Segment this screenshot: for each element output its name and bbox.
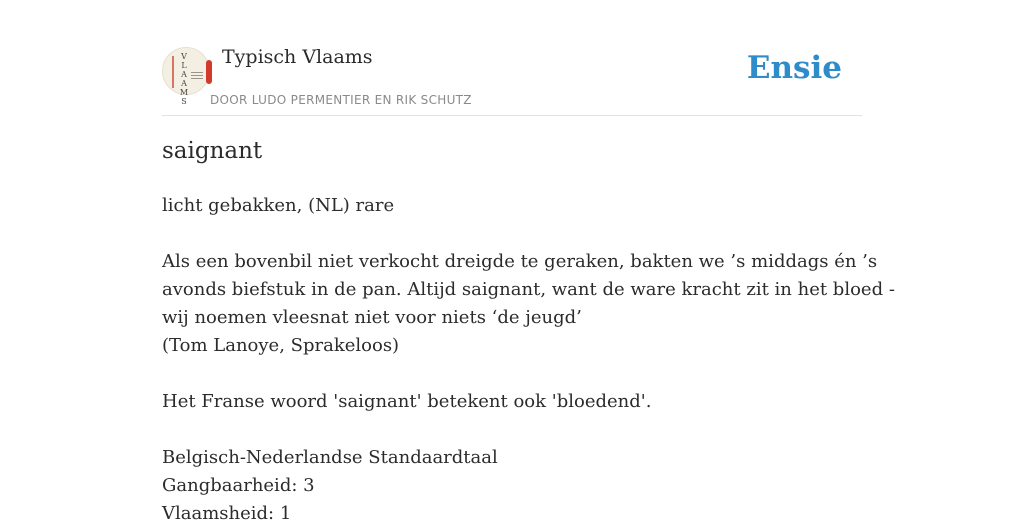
quote-line: avonds biefstuk in de pan. Altijd saignant, want de ware kracht zit in het bloed - [162, 279, 895, 300]
quote-source: (Tom Lanoye, Sprakeloos) [162, 335, 400, 356]
usage-frequency: Gangbaarheid: 3 [162, 475, 315, 496]
quote-line: Als een bovenbil niet verkocht dreigde te geraken, bakten we ’s middags én ’s [162, 251, 878, 272]
spacer [162, 220, 862, 248]
entry-note: Het Franse woord 'saignant' betekent ook 'bloedend'. [162, 391, 652, 412]
flemishness-score: Vlaamsheid: 1 [162, 503, 292, 524]
logo-red-edge [206, 60, 212, 84]
spacer [162, 360, 862, 388]
language-register: Belgisch-Nederlandse Standaardtaal [162, 447, 498, 468]
logo-lettering: V L A A M S [179, 52, 189, 106]
quote-line: wij noemen vleesnat niet voor niets ‘de jeugd’ [162, 307, 582, 328]
spacer [162, 416, 862, 444]
logo-accent-stripe [172, 56, 174, 88]
entry-headword: saignant [162, 138, 263, 164]
site-header [162, 44, 862, 116]
dictionary-title[interactable]: Typisch Vlaams [222, 46, 373, 68]
entry-definition: licht gebakken, (NL) rare [162, 195, 395, 216]
logo-text-lines [191, 72, 203, 81]
ensie-brand-link[interactable]: Ensie [746, 50, 842, 86]
entry-body [162, 192, 895, 528]
dictionary-authors: DOOR LUDO PERMENTIER EN RIK SCHUTZ [210, 93, 472, 107]
book-cover-logo[interactable] [162, 47, 210, 106]
